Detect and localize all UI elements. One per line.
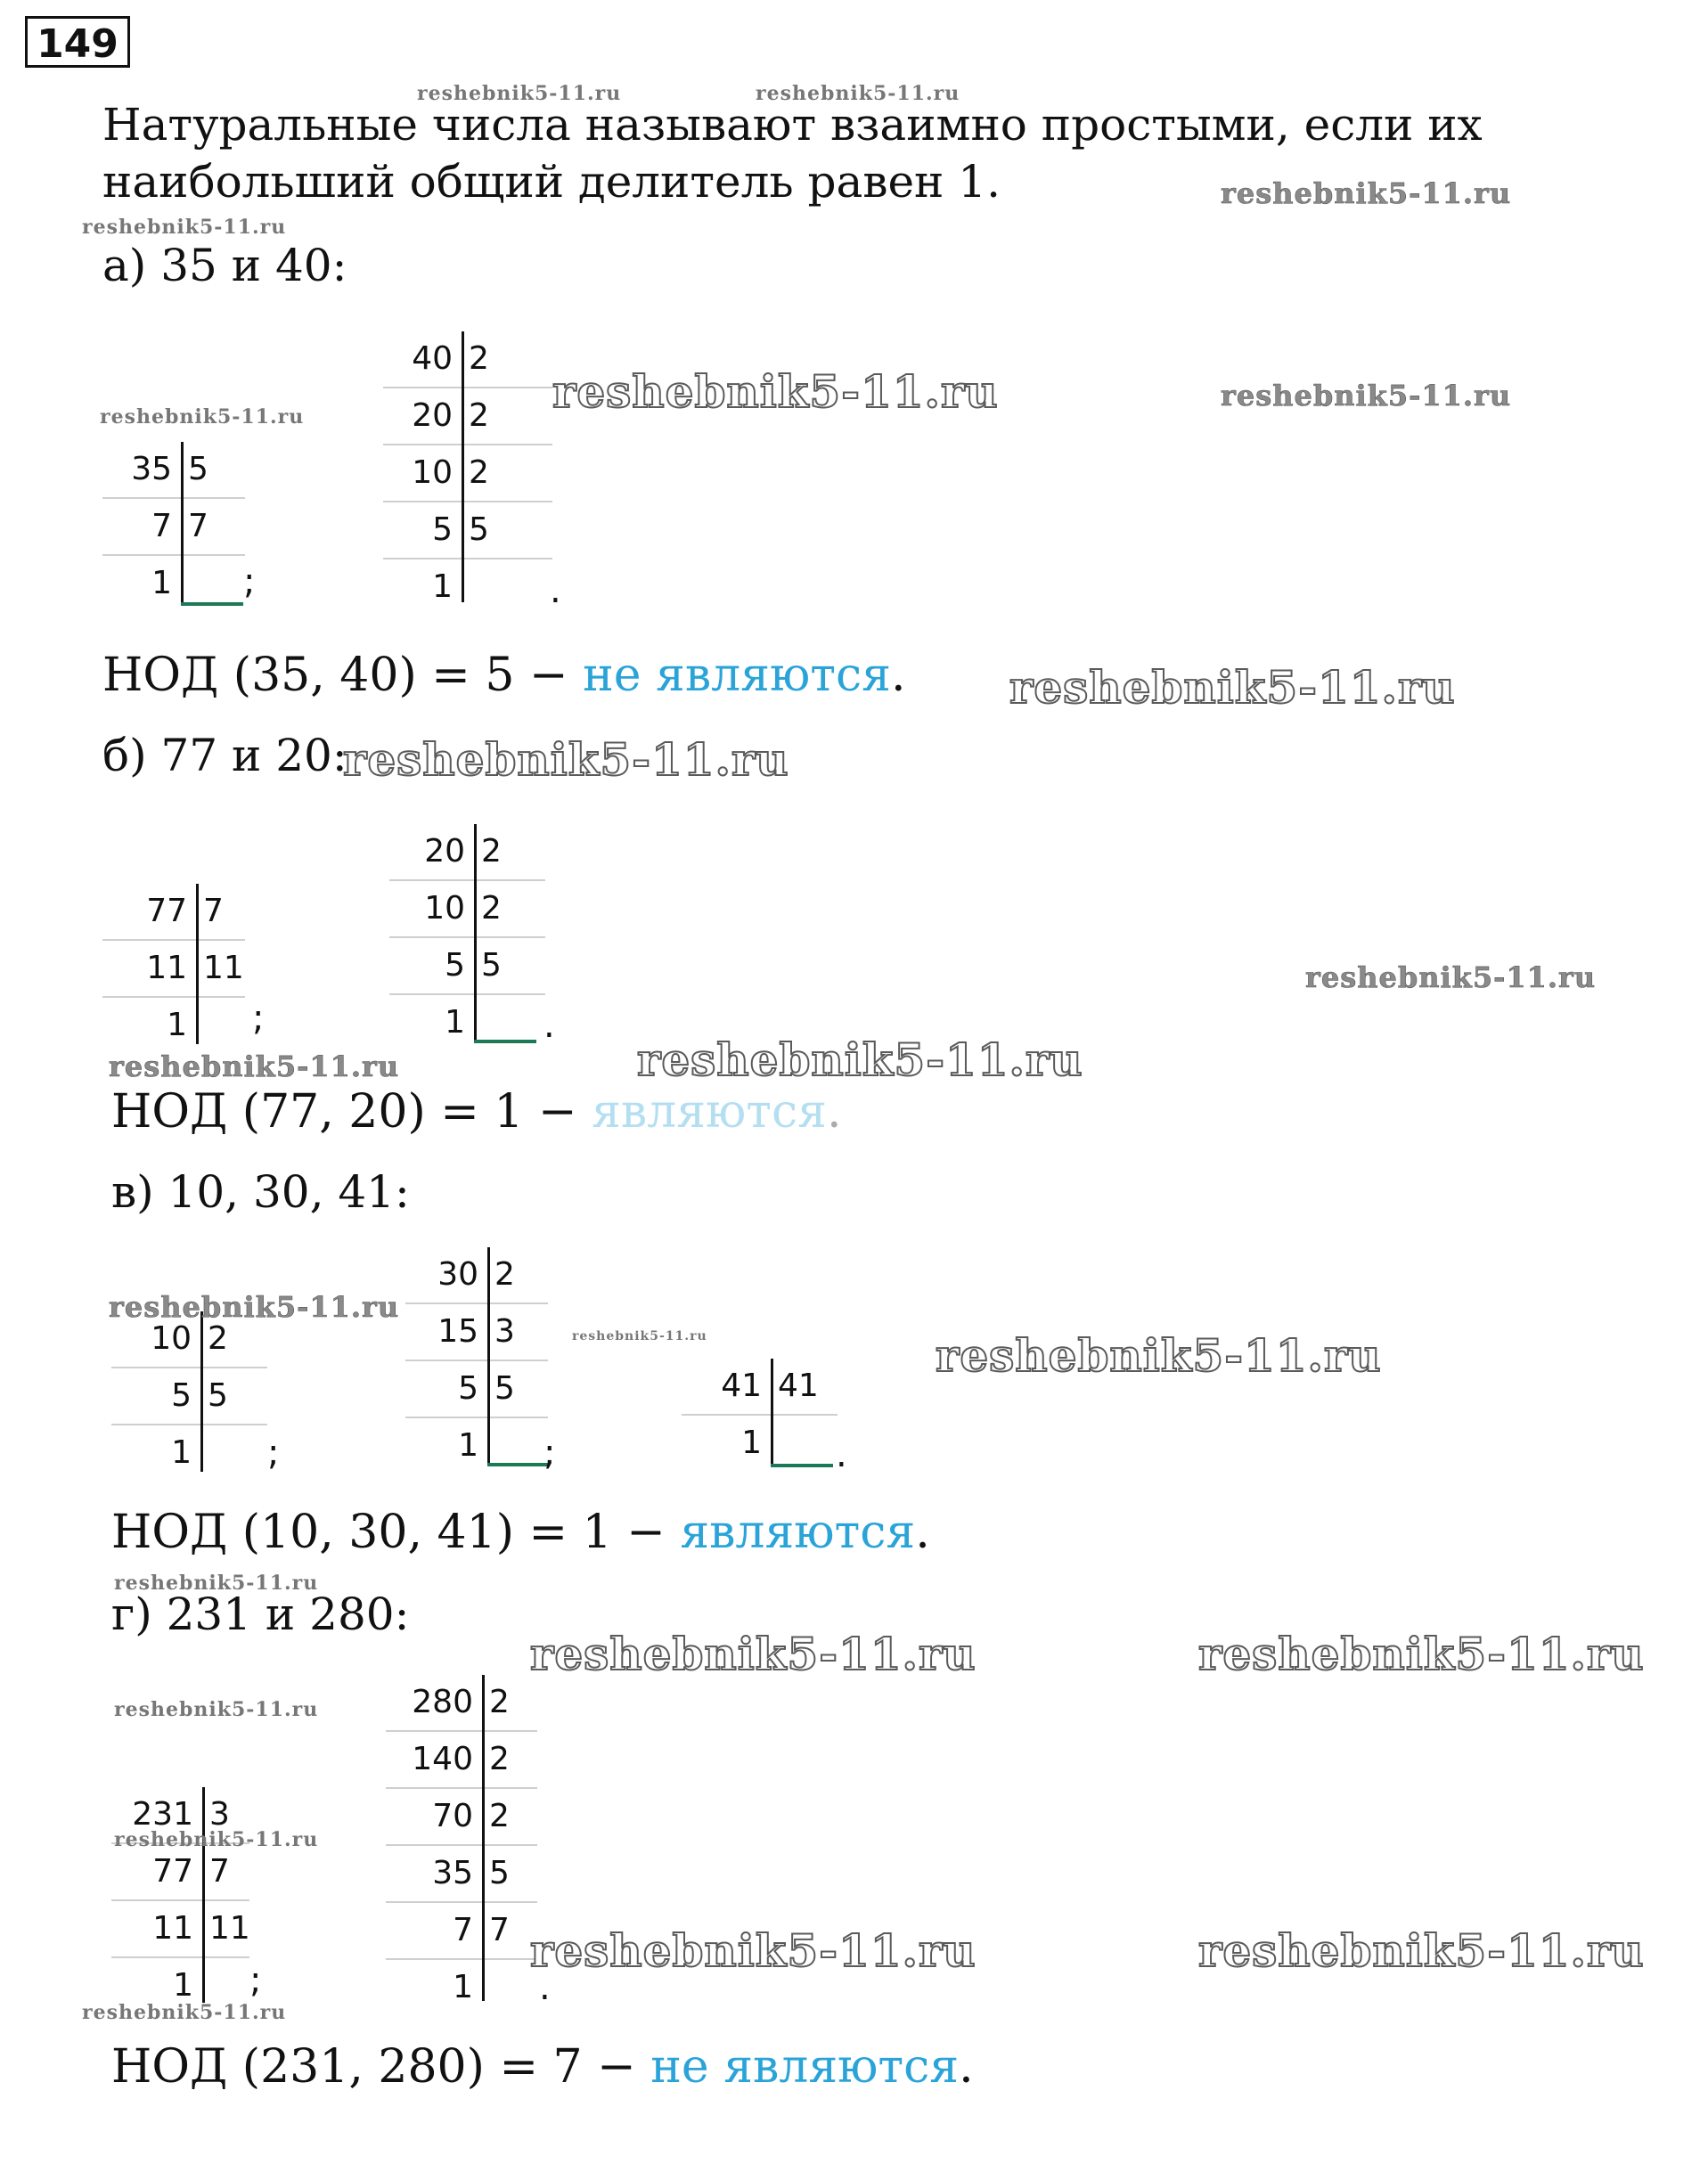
- factorization-row: [405, 1247, 548, 1304]
- part-c-punct-1: ;: [267, 1433, 280, 1474]
- dividend: 5: [432, 511, 453, 548]
- division-bar: [487, 1247, 490, 1463]
- dividend: 7: [151, 508, 172, 544]
- division-bar: [196, 884, 199, 1044]
- divisor: 2: [469, 340, 489, 377]
- divisor: 2: [208, 1320, 228, 1357]
- division-bar: [482, 1675, 485, 2001]
- divisor: 5: [481, 947, 502, 984]
- division-bar: [202, 1787, 205, 2003]
- watermark: reshebnik5-11.ru: [82, 2001, 287, 2024]
- divisor: 2: [469, 454, 489, 491]
- dividend: 1: [173, 1967, 193, 2004]
- factorization-row: [405, 1361, 548, 1418]
- watermark: reshebnik5-11.ru: [530, 1924, 977, 1977]
- dividend: 11: [146, 950, 187, 986]
- dividend: 1: [741, 1425, 762, 1461]
- part-c-result: [111, 1506, 930, 1559]
- dividend: 140: [412, 1741, 473, 1777]
- watermark: reshebnik5-11.ru: [1198, 1628, 1645, 1680]
- dividend: 1: [453, 1969, 473, 2005]
- factorization-row: [383, 559, 552, 615]
- part-c-punct-3: .: [836, 1434, 847, 1475]
- watermark: reshebnik5-11.ru: [1221, 379, 1512, 412]
- intro-text: Натуральные числа называют взаимно простыми, если их наибольший общий делитель равен 1.: [102, 99, 1483, 208]
- dividend: 5: [445, 947, 465, 984]
- part-a-heading: а) 35 и 40:: [102, 240, 347, 291]
- dividend: 1: [445, 1004, 465, 1041]
- factorization-row: [386, 1846, 537, 1903]
- part-d-result: [111, 2040, 974, 2094]
- result-end: .: [826, 1085, 842, 1139]
- watermark: reshebnik5-11.ru: [114, 1828, 319, 1851]
- factorization-row: [386, 1732, 537, 1789]
- divisor: 7: [209, 1853, 230, 1890]
- divisor: 7: [188, 508, 208, 544]
- dividend: 1: [171, 1434, 192, 1471]
- watermark: reshebnik5-11.ru: [109, 1049, 400, 1083]
- result-end: .: [959, 2040, 974, 2094]
- watermark: reshebnik5-11.ru: [1305, 960, 1597, 994]
- factorization-row: [386, 1675, 537, 1732]
- factorization-row: [389, 824, 545, 881]
- dividend: 40: [412, 340, 453, 377]
- divisor: 7: [489, 1912, 510, 1948]
- division-bar: [181, 442, 184, 602]
- watermark: reshebnik5-11.ru: [109, 1290, 400, 1324]
- watermark: reshebnik5-11.ru: [343, 733, 789, 786]
- dividend: 7: [453, 1912, 473, 1948]
- part-a-punct-1: ;: [243, 561, 256, 602]
- divisor: 5: [489, 1855, 510, 1891]
- divisor: 11: [203, 950, 244, 986]
- divisor: 3: [209, 1796, 230, 1833]
- dividend: 35: [432, 1855, 473, 1891]
- part-b-punct-2: .: [543, 1005, 555, 1046]
- part-d-factorization-280: [386, 1675, 537, 2015]
- part-c-factorization-10: [111, 1311, 267, 1481]
- problem-number: 149: [25, 16, 130, 68]
- part-b-factorization-20: [389, 824, 545, 1050]
- watermark: reshebnik5-11.ru: [1198, 1924, 1645, 1977]
- divisor: 5: [469, 511, 489, 548]
- watermark: reshebnik5-11.ru: [936, 1329, 1382, 1382]
- part-b-heading: б) 77 и 20:: [102, 730, 347, 781]
- divisor: 2: [481, 890, 502, 927]
- divisor: 7: [203, 893, 224, 929]
- divisor: 2: [494, 1256, 515, 1293]
- dividend: 70: [432, 1798, 473, 1834]
- divisor: 2: [469, 397, 489, 434]
- watermark: reshebnik5-11.ru: [114, 1572, 319, 1595]
- division-bar: [474, 824, 477, 1040]
- dividend: 11: [152, 1910, 193, 1947]
- result-end: .: [890, 649, 906, 702]
- watermark: reshebnik5-11.ru: [114, 1698, 319, 1721]
- factorization-row: [102, 884, 245, 941]
- dividend: 30: [437, 1256, 478, 1293]
- factorization-row: [111, 1844, 249, 1901]
- divisor: 5: [494, 1370, 515, 1407]
- divisor: 2: [489, 1741, 510, 1777]
- divisor: 41: [778, 1368, 819, 1404]
- part-b-punct-1: ;: [252, 998, 265, 1039]
- factorization-row: [111, 1368, 267, 1425]
- result-text: НОД (77, 20) = 1 −: [111, 1085, 592, 1139]
- part-d-punct-1: ;: [249, 1960, 262, 2001]
- divisor: 2: [489, 1798, 510, 1834]
- factorization-row: [682, 1416, 838, 1471]
- part-d-factorization-231: [111, 1787, 249, 2013]
- divisor: 5: [208, 1377, 228, 1414]
- factorization-row: [102, 998, 245, 1053]
- closing-underline: [474, 1040, 536, 1043]
- part-a-factorization-35: [102, 442, 245, 611]
- factorization-row: [102, 499, 245, 556]
- part-c-factorization-30: [405, 1247, 548, 1474]
- result-answer: являются: [592, 1085, 827, 1139]
- part-b-result: [111, 1085, 842, 1139]
- watermark: reshebnik5-11.ru: [100, 405, 305, 429]
- divisor: 2: [489, 1684, 510, 1720]
- dividend: 5: [458, 1370, 478, 1407]
- watermark: reshebnik5-11.ru: [552, 365, 999, 418]
- watermark: reshebnik5-11.ru: [572, 1329, 707, 1343]
- watermark: reshebnik5-11.ru: [637, 1033, 1083, 1086]
- part-c-heading: в) 10, 30, 41:: [111, 1166, 410, 1218]
- factorization-row: [383, 331, 552, 388]
- result-text: НОД (231, 280) = 7 −: [111, 2040, 651, 2094]
- factorization-row: [102, 442, 245, 499]
- part-c-factorization-41: [682, 1359, 838, 1471]
- dividend: 1: [151, 565, 172, 601]
- factorization-row: [383, 502, 552, 559]
- division-bar: [200, 1311, 203, 1472]
- part-a-punct-2: .: [550, 570, 561, 611]
- dividend: 41: [721, 1368, 762, 1404]
- dividend: 1: [167, 1007, 187, 1043]
- divisor: 11: [209, 1910, 250, 1947]
- part-a-result: [102, 649, 905, 702]
- divisor: 5: [188, 451, 208, 487]
- factorization-row: [383, 445, 552, 502]
- divisor: 3: [494, 1313, 515, 1350]
- factorization-row: [386, 1789, 537, 1846]
- division-bar: [462, 331, 464, 602]
- factorization-row: [386, 1960, 537, 2015]
- watermark: reshebnik5-11.ru: [756, 82, 960, 105]
- result-end: .: [915, 1506, 930, 1559]
- dividend: 231: [132, 1796, 193, 1833]
- factorization-row: [111, 1425, 267, 1481]
- dividend: 35: [131, 451, 172, 487]
- dividend: 5: [171, 1377, 192, 1414]
- factorization-row: [111, 1901, 249, 1958]
- factorization-row: [405, 1304, 548, 1361]
- dividend: 20: [424, 833, 465, 870]
- closing-underline: [771, 1464, 833, 1467]
- watermark: reshebnik5-11.ru: [1221, 176, 1512, 210]
- part-a-factorization-40: [383, 331, 552, 615]
- part-c-punct-2: ;: [543, 1433, 556, 1474]
- dividend: 15: [437, 1313, 478, 1350]
- closing-underline: [181, 602, 243, 606]
- factorization-row: [389, 938, 545, 995]
- dividend: 1: [432, 568, 453, 605]
- factorization-row: [383, 388, 552, 445]
- result-answer: являются: [680, 1506, 916, 1559]
- watermark: reshebnik5-11.ru: [417, 82, 622, 105]
- dividend: 10: [151, 1320, 192, 1357]
- watermark: reshebnik5-11.ru: [1009, 661, 1456, 714]
- dividend: 1: [458, 1427, 478, 1464]
- dividend: 10: [424, 890, 465, 927]
- watermark: reshebnik5-11.ru: [82, 216, 287, 239]
- factorization-row: [102, 941, 245, 998]
- divisor: 2: [481, 833, 502, 870]
- part-b-factorization-77: [102, 884, 245, 1053]
- result-answer: не являются: [650, 2040, 960, 2094]
- dividend: 20: [412, 397, 453, 434]
- result-text: НОД (35, 40) = 5 −: [102, 649, 584, 702]
- watermark: reshebnik5-11.ru: [530, 1628, 977, 1680]
- result-text: НОД (10, 30, 41) = 1 −: [111, 1506, 681, 1559]
- part-d-punct-2: .: [539, 1967, 551, 2008]
- factorization-row: [682, 1359, 838, 1416]
- dividend: 77: [146, 893, 187, 929]
- result-answer: не являются: [583, 649, 891, 702]
- dividend: 77: [152, 1853, 193, 1890]
- part-d-heading: г) 231 и 280:: [111, 1588, 410, 1640]
- dividend: 10: [412, 454, 453, 491]
- factorization-row: [389, 881, 545, 938]
- closing-underline: [487, 1463, 550, 1466]
- dividend: 280: [412, 1684, 473, 1720]
- division-bar: [771, 1359, 773, 1464]
- factorization-row: [386, 1903, 537, 1960]
